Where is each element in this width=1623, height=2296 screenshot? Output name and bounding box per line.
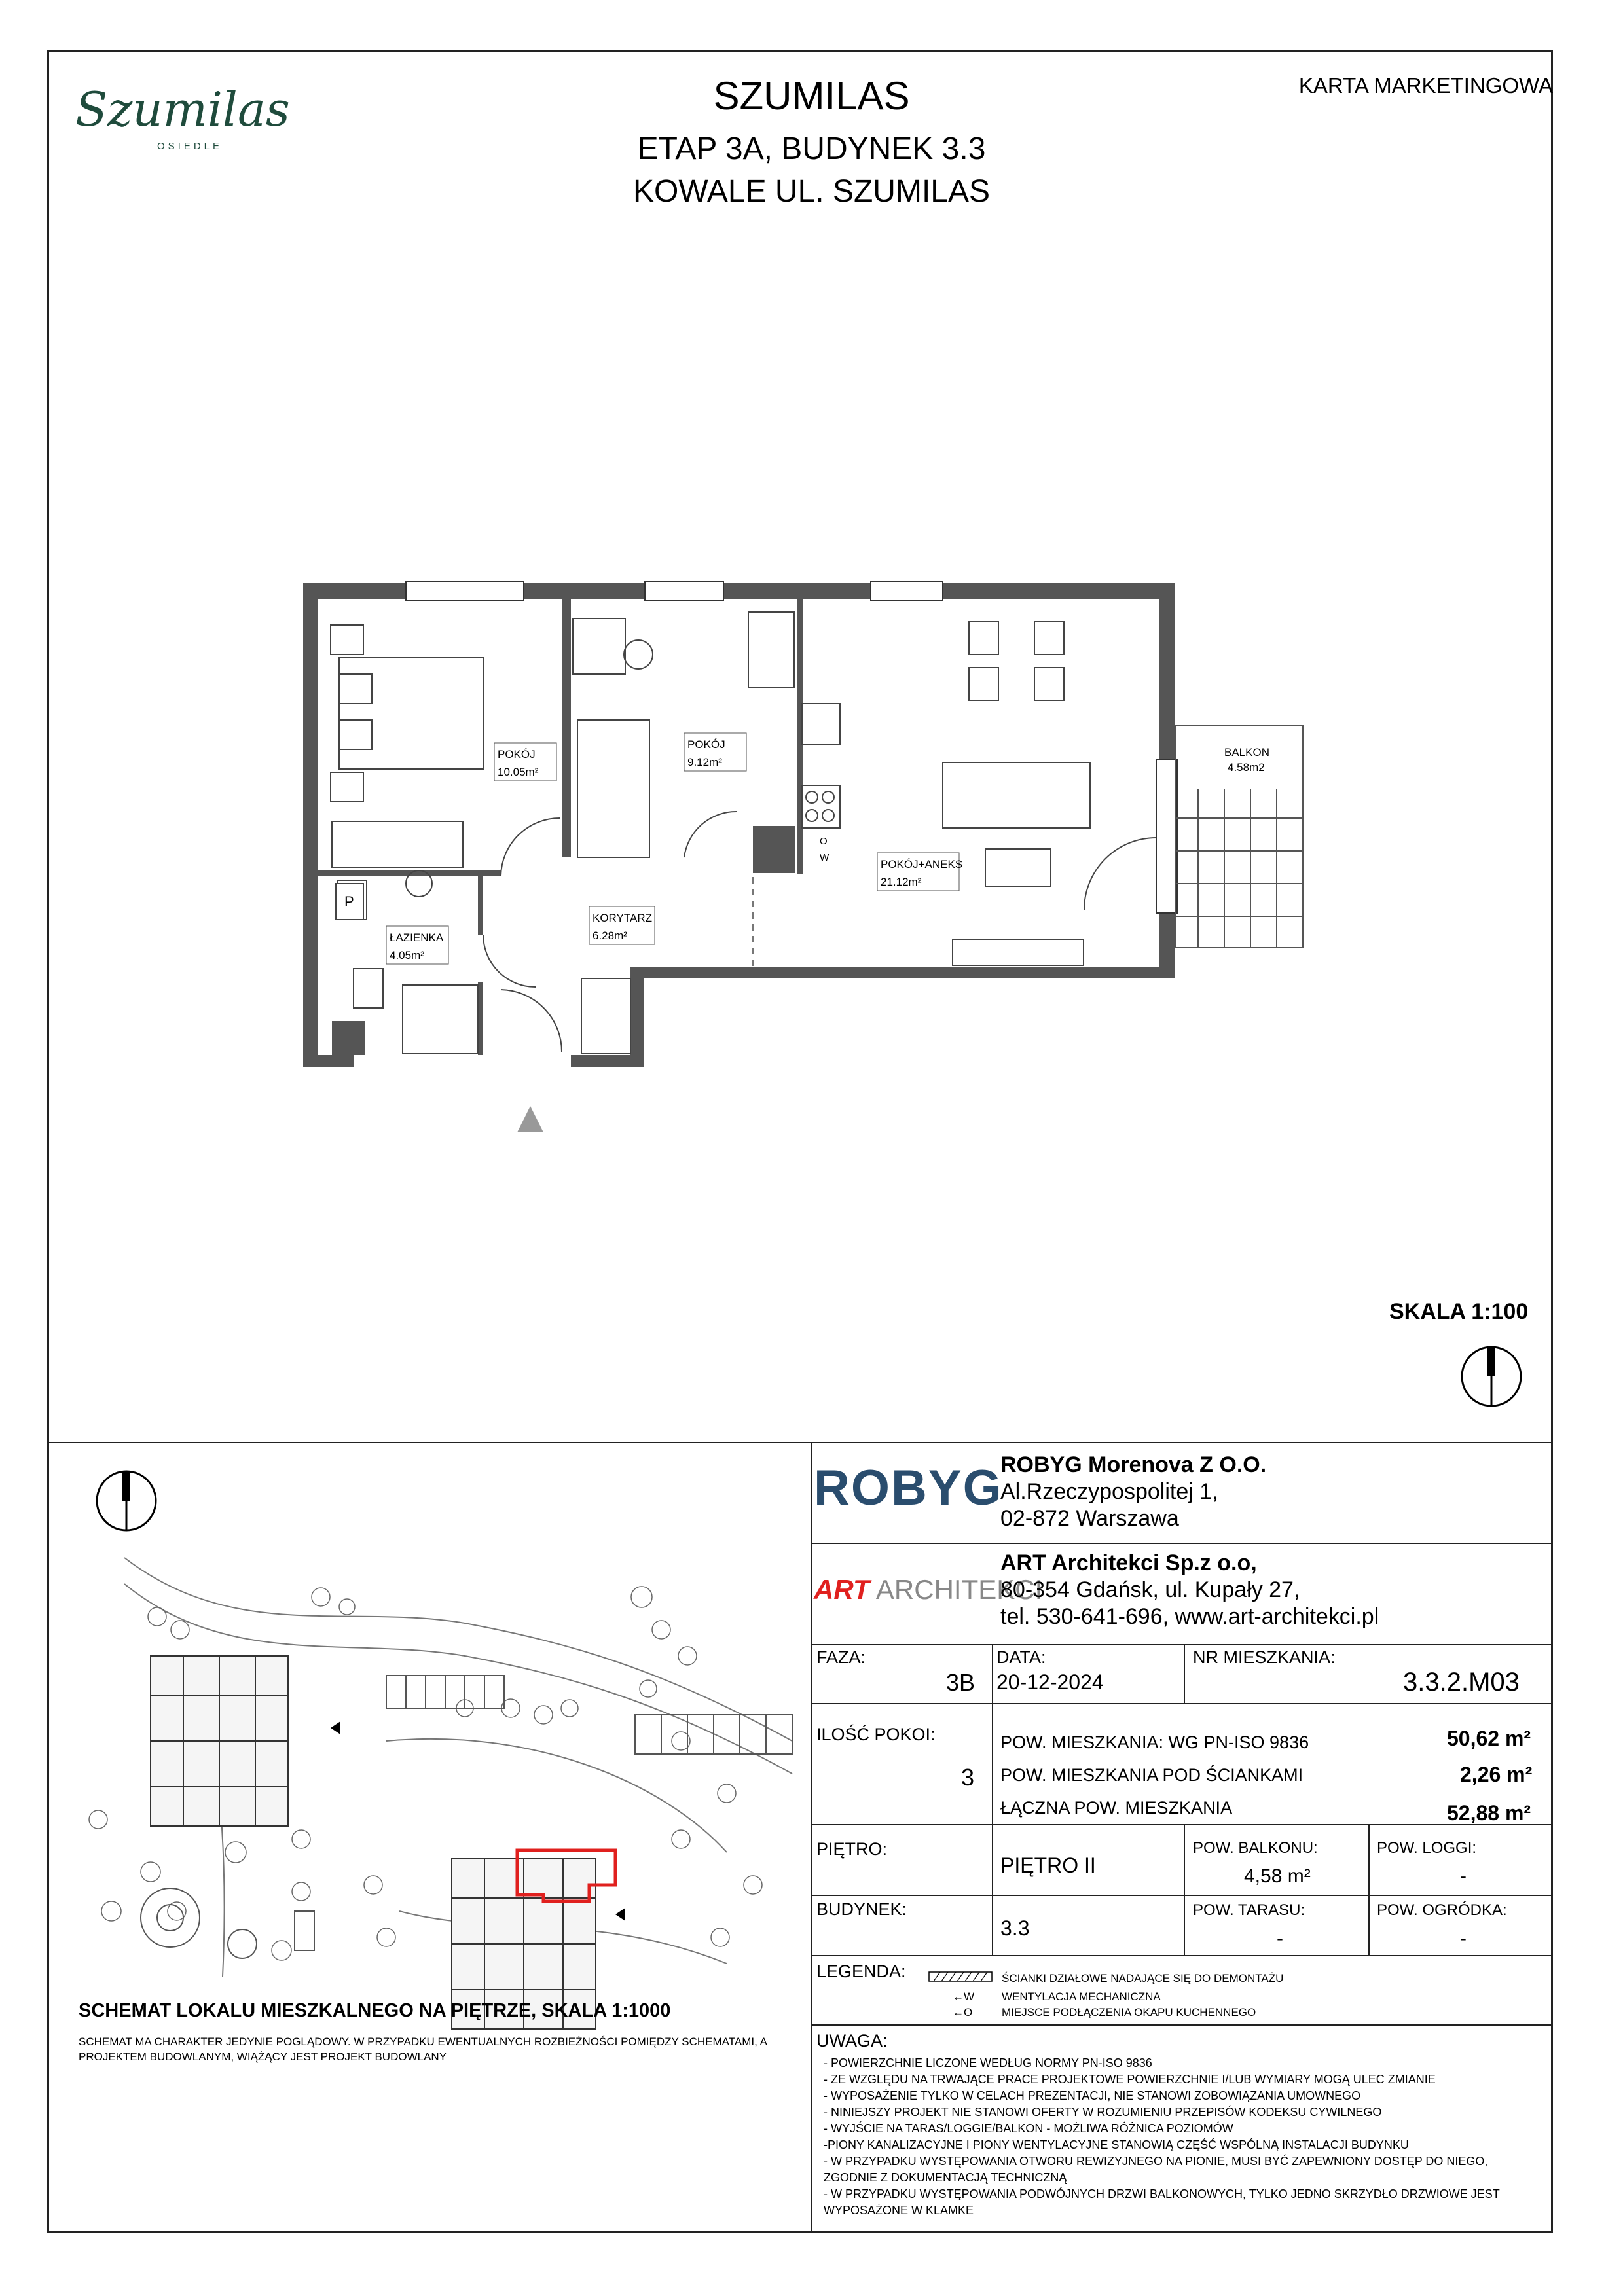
developer-address2: 02-872 Warszawa [1000, 1506, 1179, 1531]
window-2 [645, 581, 723, 601]
wall-bath-east-b [478, 982, 483, 1055]
legend-item-2: WENTYLACJA MECHANICZNA [1002, 1990, 1161, 2003]
balkon-value: 4,58 m² [1244, 1865, 1311, 1887]
note-item: -PIONY KANALIZACYJNE I PIONY WENTYLACYJNE STANOWIĄ CZĘŚĆ WSPÓLNĄ INSTALACJI BUDYNKU [824, 2138, 1409, 2151]
grid-v2 [1184, 1644, 1185, 1703]
wall-west [303, 583, 318, 1067]
grid-v3 [992, 1703, 993, 1824]
logo-script: Szumilas [75, 82, 290, 137]
divider-main [47, 1442, 1553, 1443]
p-label: P [344, 893, 354, 910]
architect-name: ART Architekci Sp.z o.o, [1000, 1551, 1257, 1575]
notes-list [824, 2055, 1544, 2219]
room-area: 4.58m2 [1228, 761, 1265, 774]
page-title: SZUMILAS [713, 74, 910, 118]
wall-south-b [571, 1055, 644, 1067]
ventilation-shaft [753, 826, 795, 873]
pow2-label: POW. MIESZKANIA POD ŚCIANKAMI [1000, 1765, 1304, 1785]
room-area: 6.28m² [593, 929, 627, 942]
window-1 [406, 581, 524, 601]
divider-info [811, 1644, 1553, 1645]
balcony [1175, 725, 1303, 948]
pietro-label: PIĘTRO: [816, 1839, 888, 1859]
pietro-value: PIĘTRO II [1000, 1854, 1096, 1877]
site-disclaimer: SCHEMAT MA CHARAKTER JEDYNIE POGLĄDOWY. W PRZYPADKU EWENTUALNYCH ROZBIEŻNOŚCI POMIĘDZY SCHEMATAMI, A PROJEKTEM BUDOWLANYM, WIĄŻĄCY JEST PROJEKT BUDOWLANY [79, 2036, 767, 2063]
notes-label: UWAGA: [816, 2031, 888, 2051]
art-logo-mark: ART [814, 1574, 870, 1605]
pow1-label: POW. MIESZKANIA: WG PN-ISO 9836 [1000, 1732, 1309, 1752]
north-arrow-icon [1460, 1345, 1525, 1410]
page-subtitle: ETAP 3A, BUDYNEK 3.3 [637, 132, 986, 166]
budynek-label: BUDYNEK: [816, 1899, 907, 1919]
grid-v4 [992, 1824, 993, 1955]
room-area: 10.05m² [498, 766, 539, 778]
faza-label: FAZA: [816, 1647, 866, 1667]
balkon-label: POW. BALKONU: [1193, 1839, 1318, 1857]
grid-v1 [992, 1644, 993, 1703]
entrance-marker [517, 1106, 543, 1132]
note-item: - WYPOSAŻENIE TYLKO W CELACH PREZENTACJI, NIE STANOWI ZOBOWIĄZANIA UMOWNEGO [824, 2089, 1361, 2102]
doors [483, 812, 1156, 1052]
hatch-icon [928, 1970, 994, 1984]
loggia-value: - [1460, 1865, 1467, 1887]
data-value: 20-12-2024 [996, 1670, 1104, 1694]
legend-w-arrow-icon: ←W [953, 1990, 975, 2003]
wall-south-a [318, 1055, 354, 1067]
note-item: - WYJŚCIE NA TARAS/LOGGIE/BALKON - MOŻLIWA RÓŻNICA POZIOMÓW [824, 2122, 1233, 2135]
legend-o-arrow-icon: ←O [953, 2006, 973, 2018]
room-area: 4.05m² [390, 949, 424, 961]
divider-vertical [811, 1442, 812, 2233]
page-location: KOWALE UL. SZUMILAS [632, 174, 990, 209]
wall-bath-east [478, 876, 483, 935]
grid-v5 [1184, 1824, 1185, 1955]
w-label: W [820, 852, 830, 863]
room-name: KORYTARZ [593, 912, 652, 924]
room-name: ŁAZIENKA [390, 931, 444, 944]
legend-label: LEGENDA: [816, 1962, 906, 1981]
room-area: 21.12m² [881, 876, 922, 888]
pokoje-value: 3 [961, 1764, 975, 1791]
pow3-value: 52,88 m² [1447, 1801, 1531, 1825]
pow2-value: 2,26 m² [1460, 1763, 1533, 1786]
note-item: - POWIERZCHNIE LICZONE WEDŁUG NORMY PN-ISO 9836 [824, 2056, 1152, 2070]
legend-item-3: MIEJSCE PODŁĄCZENIA OKAPU KUCHENNEGO [1002, 2006, 1256, 2018]
o-label: O [820, 836, 828, 847]
grid-h4 [811, 1955, 1553, 1956]
note-item: - NINIEJSZY PROJEKT NIE STANOWI OFERTY W ROZUMIENIU PRZEPISÓW KODEKSU CYWILNEGO [824, 2106, 1382, 2119]
grid-h3 [811, 1895, 1553, 1896]
legend-o: O [964, 2006, 973, 2018]
card-type: KARTA MARKETINGOWA [1298, 73, 1553, 98]
legend-item-1: ŚCIANKI DZIAŁOWE NADAJĄCE SIĘ DO DEMONTAŻU [1002, 1972, 1284, 1984]
pow1-value: 50,62 m² [1447, 1727, 1531, 1750]
plan-scale: SKALA 1:100 [1389, 1299, 1529, 1324]
room-name: BALKON [1224, 746, 1269, 759]
developer-block [1000, 1452, 1266, 1532]
divider-company [811, 1543, 1553, 1544]
grid-h1 [811, 1703, 1553, 1704]
window-3 [871, 581, 943, 601]
developer-name: ROBYG Morenova Z O.O. [1000, 1452, 1267, 1477]
grid-h5 [811, 2024, 1553, 2026]
site-map [72, 1545, 805, 1983]
site-caption: SCHEMAT LOKALU MIESZKALNEGO NA PIĘTRZE, SKALA 1:1000 [79, 2000, 671, 2021]
building-a [151, 1656, 288, 1826]
room-name: POKÓJ [687, 738, 725, 751]
architect-block [1000, 1550, 1379, 1630]
architect-contact: tel. 530-641-696, www.art-architekci.pl [1000, 1604, 1379, 1629]
shaft [332, 1021, 365, 1055]
furniture [331, 612, 1090, 1054]
wall-south-east [642, 967, 1175, 978]
nr-value: 3.3.2.M03 [1403, 1668, 1520, 1696]
data-label: DATA: [996, 1647, 1046, 1667]
robyg-logo: ROBYG [814, 1460, 1003, 1516]
legend-w: W [964, 1990, 975, 2003]
budynek-value: 3.3 [1000, 1916, 1030, 1940]
note-item: - ZE WZGLĘDU NA TRWAJĄCE PRACE PROJEKTOWE POWIERZCHNIE I/LUB WYMIARY MOGĄ ULEC ZMIANIE [824, 2073, 1436, 2086]
grid-h2 [811, 1824, 1553, 1825]
pow3-label: ŁĄCZNA POW. MIESZKANIA [1000, 1798, 1233, 1818]
wall-interior-1 [562, 599, 571, 857]
balcony-door [1156, 759, 1177, 913]
loggia-label: POW. LOGGI: [1377, 1839, 1477, 1857]
room-area: 9.12m² [687, 756, 722, 768]
logo-sub: OSIEDLE [157, 141, 223, 152]
faza-value: 3B [946, 1669, 976, 1696]
site-north-arrow-icon [95, 1469, 160, 1535]
wall-south-step [630, 967, 644, 1067]
note-item: - W PRZYPADKU WYSTĘPOWANIA OTWORU REWIZYJNEGO NA PIONIE, MUSI BYĆ ZAPEWNIONY DOSTĘP DO NIEGO, ZGODNIE Z DOKUMENTACJĄ TECHNICZNĄ [824, 2155, 1488, 2184]
developer-address1: Al.Rzeczypospolitej 1, [1000, 1479, 1218, 1504]
taras-value: - [1277, 1928, 1283, 1949]
nr-label: NR MIESZKANIA: [1193, 1647, 1336, 1667]
ogrodek-value: - [1460, 1928, 1467, 1949]
ogrodek-label: POW. OGRÓDKA: [1377, 1901, 1507, 1919]
room-name: POKÓJ [498, 748, 536, 761]
art-logo-text: ARCHITEKCI [875, 1574, 1043, 1605]
room-name: POKÓJ+ANEKS [881, 858, 963, 870]
taras-label: POW. TARASU: [1193, 1901, 1305, 1919]
grid-v6 [1368, 1824, 1370, 1955]
pokoje-label: ILOŚĆ POKOI: [816, 1725, 936, 1744]
note-item: - W PRZYPADKU WYSTĘPOWANIA PODWÓJNYCH DRZWI BALKONOWYCH, TYLKO JEDNO SKRZYDŁO DRZWIOWE JEST WYPOSAŻONE W KLAMKE [824, 2187, 1500, 2217]
architect-address: 80-354 Gdańsk, ul. Kupały 27, [1000, 1577, 1300, 1602]
